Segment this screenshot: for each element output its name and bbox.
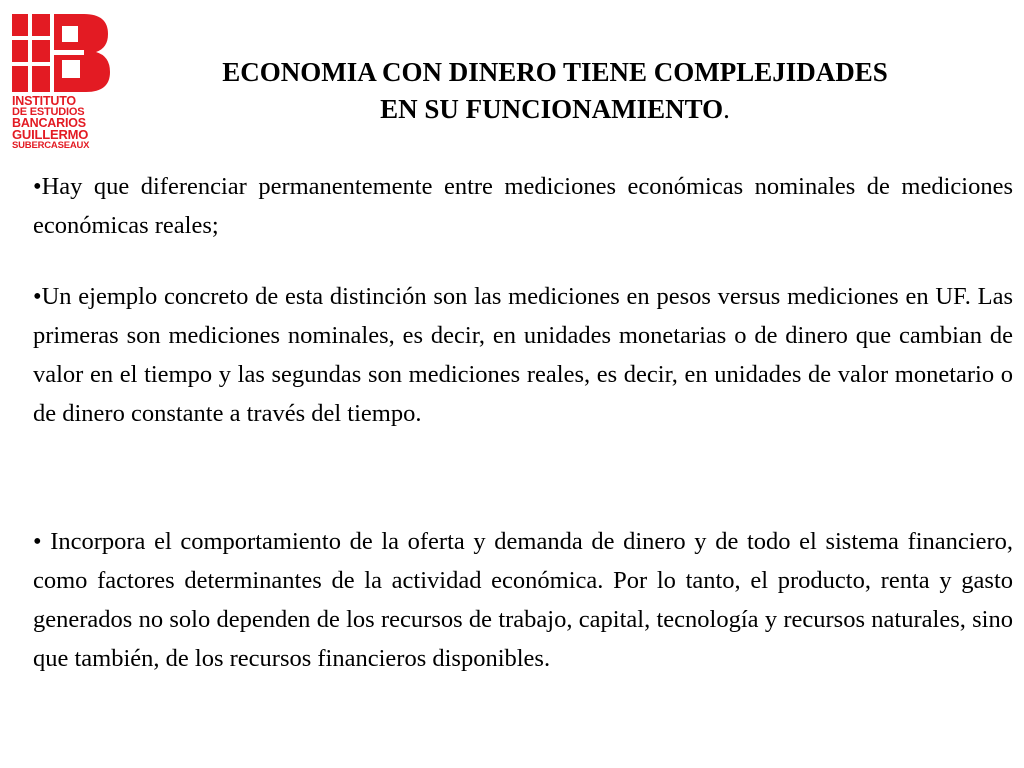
logo-line: INSTITUTO <box>12 94 76 108</box>
title-line-2-text: EN SU FUNCIONAMIENTO <box>380 94 724 124</box>
logo-text <box>12 96 110 151</box>
bullet-paragraph-2: •Un ejemplo concreto de esta distinción son las mediciones en pesos versus mediciones en UF. Las primeras son mediciones nominales, es decir, en unidades monetarias o de dinero que cambian de valor en el tiempo y las segundas son mediciones reales, es decir, en unidades de valor monetario o de dinero constante a través del tiempo. <box>33 283 1013 427</box>
logo-line: BANCARIOS <box>12 116 86 130</box>
bullet-paragraph-3: • Incorpora el comportamiento de la oferta y demanda de dinero y de todo el sistema financiero, como factores determinantes de la actividad económica. Por lo tanto, el producto, renta y gasto generados no solo dependen de los recursos de trabajo, capital, tecnología y recursos naturales, sino que también, de los recursos financieros disponibles. <box>33 528 1013 672</box>
title-line-2 <box>120 91 990 128</box>
title-period: . <box>723 94 730 124</box>
logo-line: DE ESTUDIOS <box>12 106 85 118</box>
logo-line: GUILLERMO <box>12 127 89 142</box>
bullet-paragraph-1: •Hay que diferenciar permanentemente entre mediciones económicas nominales de mediciones económicas reales; <box>33 173 1013 239</box>
slide-title <box>120 54 990 128</box>
title-line-1: ECONOMIA CON DINERO TIENE COMPLEJIDADES <box>222 57 888 87</box>
institute-logo-icon <box>10 12 112 96</box>
logo-line: SUBERCASEAUX <box>12 140 90 151</box>
